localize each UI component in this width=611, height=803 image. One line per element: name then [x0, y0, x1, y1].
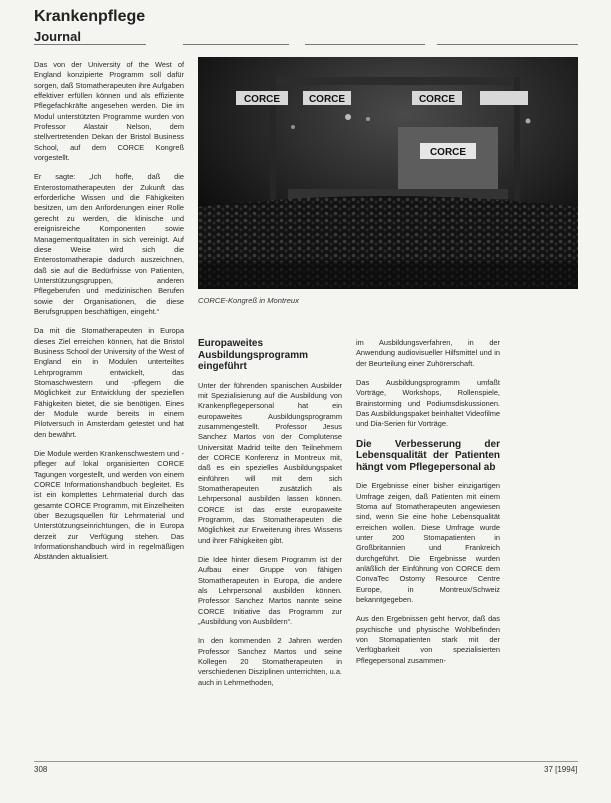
- paragraph: Da mit die Stomatherapeuten in Europa dieses Ziel erreichen können, hat die Bristol Business School der University of the West of England ein in Modulen unterteiltes Lehrprogramm entwickelt, das Stomaschwestern und -pflegern die Möglichkeit zur Entwicklung der speziellen Fähigkeiten bietet, die sie benötigen. Eines der Module wurde bereits in einem Pilotversuch in Amsterdam getestet und hat den bewährt.: [34, 326, 184, 439]
- paragraph: Das von der University of the West of England konzipierte Programm soll dafür sorgen, daß Stomatherapeuten ihre Aufgaben effektiver erfüllen können und als effiziente Pflegefachkräfte angesehen werden. Die im Modul unterstützten Programme wurden von Professor Alastair Nelson, dem stellvertretenden Dekan der Bristol Business School, auf dem CORCE Kongreß vorgestellt.: [34, 60, 184, 163]
- paragraph: im Ausbildungsverfahren, in der Anwendung audiovisueller Hilfsmittel und in der Beurteilung einer Zuhörerschaft.: [356, 338, 500, 368]
- paragraph: Das Ausbildungsprogramm umfaßt Vorträge, Workshops, Rollenspiele, Brainstorming und Podiumsdiskussionen. Das Ausbildungspaket beinhaltet Videofilme und Dia-Serien für Vorträge.: [356, 378, 500, 429]
- paragraph: In den kommenden 2 Jahren werden Professor Sanchez Martos und seine Kollegen 20 Stomatherapeuten in verschiedenen Disziplinen unterrichten, u.a. auch in Lehrmethoden,: [198, 636, 342, 687]
- right-column: [356, 338, 500, 750]
- banner-text: CORCE: [243, 94, 281, 105]
- paragraph: Die Ergebnisse einer bisher einzigartigen Umfrage zeigen, daß Patienten mit einem Stoma auf Stomatherapeuten angewiesen sind, wenn Sie eine hohe Lebensqualität erreichen wollen. Diese Umfrage wurde unter 200 Stomapatienten in Großbritannien und Frankreich durchgeführt. Die Ergebnisse wurden anläßlich der Einführung von CORCE dem ConvaTec Ostomy Resource Centre Europe, in Montreux/Schweiz bekanntgegeben.: [356, 481, 500, 605]
- conference-hall-image: [198, 57, 578, 289]
- banner-text: CORCE: [418, 94, 456, 105]
- footer-rule: [34, 761, 578, 762]
- header-rule-1: [34, 44, 146, 45]
- banner-text: CORCE: [308, 94, 346, 105]
- header-rule-3: [305, 44, 425, 45]
- section-heading: Europaweites Ausbildungsprogramm eingeführt: [198, 338, 309, 372]
- screen-banner-text: CORCE: [429, 147, 467, 158]
- photo-caption: CORCE-Kongreß in Montreux: [198, 296, 299, 305]
- journal-subtitle: Journal: [34, 29, 81, 44]
- paragraph: Unter der führenden spanischen Ausbilder mit Spezialisierung auf die Ausbildung von Krankenpflegepersonal hat ein europaweites Ausbildungsprogramm zusammengestellt. Professor Jesus Sanchez Martos von der Complutense Universität Madrid teilte den Teilnehmern der CORCE Konferenz in Montreux mit, daß es ein spezielles Ausbildungspaket einführen will mit dem sich Stomatherapeuten zusätzlich als Lehrpersonal ausbilden lassen können. CORCE ist das erste europaweite Programm, das Stomatherapeuten die Möglichkeit zur Erweiterung ihres Wissens und ihrer Fähigkeiten gibt.: [198, 380, 342, 545]
- paragraph: Aus den Ergebnissen geht hervor, daß das psychische und physische Wohlbefinden von Stomapatienten stark mit der Verfügbarkeit von spezialisierten Pflegepersonal zusammen-: [356, 614, 500, 665]
- section-heading: Die Verbesserung der Lebensqualität der Patienten hängt vom Pflegepersonal ab: [356, 438, 500, 473]
- header-rule-2: [183, 44, 289, 45]
- page-number: 308: [34, 765, 48, 774]
- conference-photo: [198, 57, 578, 289]
- left-column: [34, 60, 184, 750]
- header-rule-4: [437, 44, 578, 45]
- journal-title: Krankenpflege: [34, 8, 146, 25]
- paragraph: Er sagte: „Ich hoffe, daß die Enterostomatherapeuten der Zukunft das erforderliche Wissen und die Fähigkeiten besitzen, um den Anforderungen einer Rolle gerecht zu werden, die klinische und ereignisreiche Komponenten sowie Managementqualitäten in sich vereinigt. Auf diese Weise wird sich die Enterostomatherapie dadurch auszeichnen, daß sie auf die Bedürfnisse von Patienten, Unterstützungsgruppen, anderen Pflegeberufen und medizinischen Berufen sowie der Organisationen, die diese Berufsgruppen beschäftigen, eingeht.“: [34, 172, 184, 316]
- paragraph: Die Module werden Krankenschwestern und -pfleger auf lokal organisierten CORCE Tagungen vorgestellt, und werden von einem CORCE Informationshandbuch begleitet. Es ist ein komplettes Lehrmaterial durch das gesamte CORCE Programm, mit Einzelheiten über Bezugsquellen für Lehrmaterial und Unterstützungseinrichtungen, die in Europa derzeit zur Verfügung stehen. Das Informationshandbuch wird in regelmäßigen Abständen aktualisiert.: [34, 449, 184, 562]
- paragraph: Die Idee hinter diesem Programm ist der Aufbau einer Gruppe von fähigen Stomatherapeuten in Europa, die andere als Lehrpersonal ausbilden können. Professor Sanchez Martos nannte seine CORCE Initiative das Programm zur „Ausbildung von Ausbildern“.: [198, 555, 342, 627]
- issue-number: 37 [1994]: [544, 765, 578, 774]
- middle-column: [198, 338, 342, 750]
